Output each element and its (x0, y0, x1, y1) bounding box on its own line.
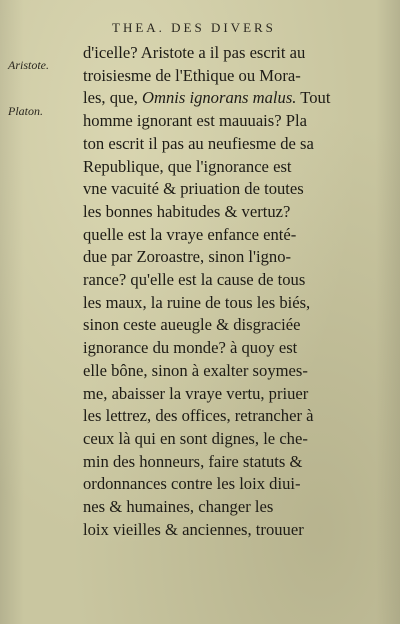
text-line: Republique, que l'ignorance est (83, 156, 292, 176)
text-line: ignorance du monde? à quoy est (83, 338, 298, 358)
text-line: me, abaisser la vraye vertu, priuer (83, 383, 309, 403)
text-line: homme ignorant est mauuais? Pla (83, 111, 307, 131)
text-line: rance? qu'elle est la cause de tous (83, 270, 306, 290)
text-line: ceux là qui en sont dignes, le che- (83, 428, 308, 448)
text-line: quelle est la vraye enfance enté- (83, 224, 297, 244)
text-line: les lettrez, des offices, retrancher à (83, 406, 314, 426)
text-line: elle bône, sinon à exalter soymes- (83, 360, 308, 380)
body-text (83, 42, 393, 541)
text-line: vne vacuité & priuation de toutes (83, 179, 304, 199)
text-line-end: Tout (296, 88, 331, 108)
running-head: THEA. DES DIVERS (112, 20, 276, 35)
text-line: les bonnes habitudes & vertuz? (83, 201, 291, 221)
text-line (83, 87, 393, 110)
text-line: loix vieilles & anciennes, trouuer (83, 519, 304, 539)
text-line: due par Zoroastre, sinon l'igno- (83, 247, 292, 267)
marginal-note-aristote: Aristote. (8, 58, 49, 72)
text-line: ton escrit il pas au neufiesme de sa (83, 133, 314, 153)
text-line: d'icelle? Aristote a il pas escrit au (83, 43, 306, 62)
text-line-start: les, que, (83, 88, 138, 108)
text-line: les maux, la ruine de tous les biés, (83, 292, 311, 312)
text-line: min des honneurs, faire statuts & (83, 451, 303, 471)
text-line: sinon ceste aueugle & disgraciée (83, 315, 301, 335)
text-line: ordonnances contre les loix diui- (83, 474, 301, 494)
marginal-note-platon: Platon. (8, 104, 43, 118)
text-line: troisiesme de l'Ethique ou Mora- (83, 65, 301, 85)
text-line: nes & humaines, changer les (83, 497, 274, 517)
latin-quote: Omnis ignorans malus. (142, 88, 297, 108)
